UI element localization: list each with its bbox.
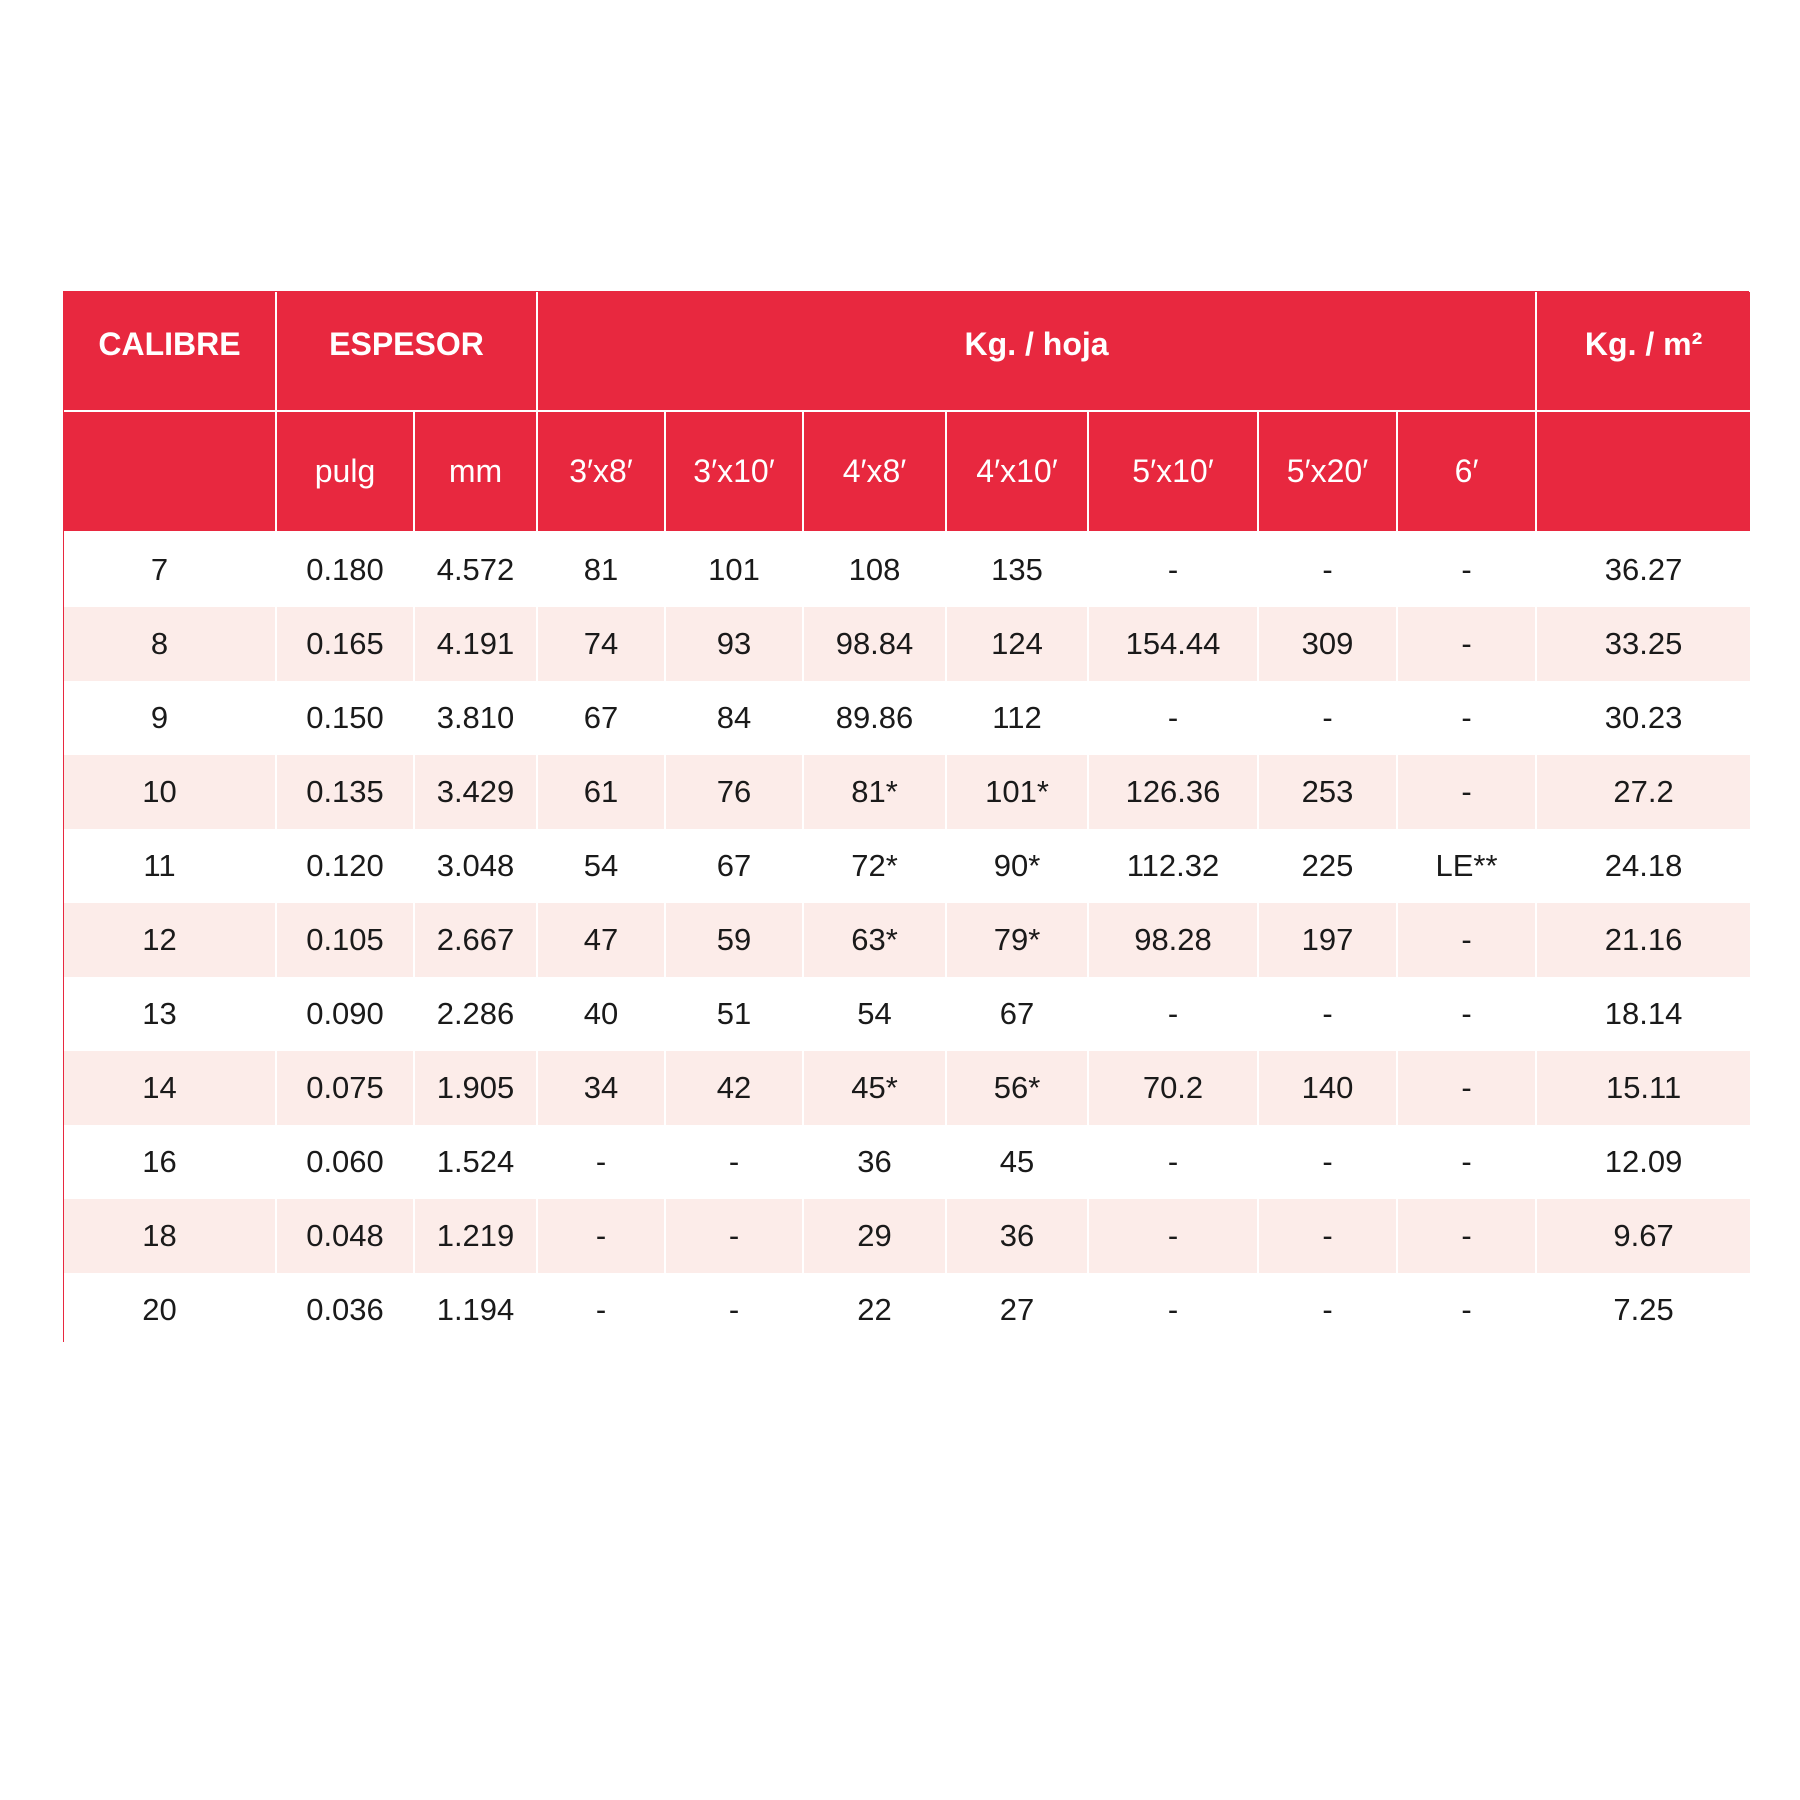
cell-calibre: 8 — [64, 607, 276, 681]
header-size-3x10: 3′x10′ — [665, 411, 803, 532]
cell-5x10: - — [1088, 1199, 1258, 1273]
cell-kg-m2: 12.09 — [1536, 1125, 1750, 1199]
cell-3x8: 40 — [537, 977, 665, 1051]
cell-pulg: 0.165 — [276, 607, 414, 681]
table-row — [64, 829, 1750, 903]
cell-3x10: 51 — [665, 977, 803, 1051]
cell-4x10: 79* — [946, 903, 1088, 977]
cell-mm: 3.429 — [414, 755, 537, 829]
cell-5x10: 154.44 — [1088, 607, 1258, 681]
cell-pulg: 0.180 — [276, 532, 414, 607]
cell-calibre: 20 — [64, 1273, 276, 1347]
cell-3x10: 59 — [665, 903, 803, 977]
gauge-weight-table-container — [63, 291, 1749, 1342]
cell-5x10: - — [1088, 1125, 1258, 1199]
cell-5x20: - — [1258, 681, 1397, 755]
table-row — [64, 977, 1750, 1051]
gauge-weight-table — [64, 292, 1750, 1347]
cell-3x8: 54 — [537, 829, 665, 903]
cell-4x10: 101* — [946, 755, 1088, 829]
cell-calibre: 14 — [64, 1051, 276, 1125]
cell-3x10: 84 — [665, 681, 803, 755]
cell-calibre: 7 — [64, 532, 276, 607]
cell-3x10: 76 — [665, 755, 803, 829]
cell-kg-m2: 15.11 — [1536, 1051, 1750, 1125]
cell-4x10: 67 — [946, 977, 1088, 1051]
cell-3x10: 67 — [665, 829, 803, 903]
header-mm: mm — [414, 411, 537, 532]
cell-5x20: 197 — [1258, 903, 1397, 977]
cell-calibre: 11 — [64, 829, 276, 903]
table-row — [64, 1125, 1750, 1199]
header-row-primary — [64, 292, 1750, 411]
cell-pulg: 0.135 — [276, 755, 414, 829]
cell-5x20: - — [1258, 1273, 1397, 1347]
cell-pulg: 0.090 — [276, 977, 414, 1051]
header-size-5x10: 5′x10′ — [1088, 411, 1258, 532]
cell-3x8: 61 — [537, 755, 665, 829]
cell-4x10: 56* — [946, 1051, 1088, 1125]
header-size-6: 6′ — [1397, 411, 1536, 532]
cell-kg-m2: 7.25 — [1536, 1273, 1750, 1347]
header-kg-m2-blank — [1536, 411, 1750, 532]
cell-mm: 1.524 — [414, 1125, 537, 1199]
cell-3x10: 93 — [665, 607, 803, 681]
cell-6: - — [1397, 1125, 1536, 1199]
cell-mm: 4.191 — [414, 607, 537, 681]
cell-kg-m2: 24.18 — [1536, 829, 1750, 903]
cell-4x8: 45* — [803, 1051, 946, 1125]
cell-kg-m2: 9.67 — [1536, 1199, 1750, 1273]
header-pulg: pulg — [276, 411, 414, 532]
cell-4x8: 98.84 — [803, 607, 946, 681]
cell-mm: 3.810 — [414, 681, 537, 755]
header-kg-hoja: Kg. / hoja — [537, 292, 1536, 411]
cell-6: - — [1397, 1199, 1536, 1273]
cell-3x8: 81 — [537, 532, 665, 607]
cell-4x8: 89.86 — [803, 681, 946, 755]
cell-kg-m2: 36.27 — [1536, 532, 1750, 607]
cell-pulg: 0.075 — [276, 1051, 414, 1125]
cell-6: - — [1397, 755, 1536, 829]
cell-6: - — [1397, 532, 1536, 607]
cell-5x20: - — [1258, 1199, 1397, 1273]
cell-3x8: 67 — [537, 681, 665, 755]
cell-5x20: 309 — [1258, 607, 1397, 681]
cell-kg-m2: 27.2 — [1536, 755, 1750, 829]
cell-pulg: 0.036 — [276, 1273, 414, 1347]
cell-5x10: 98.28 — [1088, 903, 1258, 977]
cell-mm: 3.048 — [414, 829, 537, 903]
cell-5x20: - — [1258, 532, 1397, 607]
table-row — [64, 755, 1750, 829]
cell-4x8: 72* — [803, 829, 946, 903]
cell-kg-m2: 30.23 — [1536, 681, 1750, 755]
cell-pulg: 0.048 — [276, 1199, 414, 1273]
cell-kg-m2: 18.14 — [1536, 977, 1750, 1051]
header-size-5x20: 5′x20′ — [1258, 411, 1397, 532]
cell-3x8: 47 — [537, 903, 665, 977]
cell-4x8: 54 — [803, 977, 946, 1051]
cell-3x10: - — [665, 1125, 803, 1199]
cell-calibre: 18 — [64, 1199, 276, 1273]
cell-6: - — [1397, 1273, 1536, 1347]
cell-6: - — [1397, 977, 1536, 1051]
header-calibre-blank — [64, 411, 276, 532]
cell-mm: 1.905 — [414, 1051, 537, 1125]
cell-5x20: 253 — [1258, 755, 1397, 829]
cell-4x10: 27 — [946, 1273, 1088, 1347]
table-row — [64, 1051, 1750, 1125]
cell-mm: 1.194 — [414, 1273, 537, 1347]
header-espesor: ESPESOR — [276, 292, 537, 411]
cell-4x8: 36 — [803, 1125, 946, 1199]
cell-4x8: 81* — [803, 755, 946, 829]
header-kg-m2: Kg. / m² — [1536, 292, 1750, 411]
cell-5x10: - — [1088, 1273, 1258, 1347]
cell-4x10: 135 — [946, 532, 1088, 607]
table-row — [64, 532, 1750, 607]
cell-pulg: 0.150 — [276, 681, 414, 755]
cell-kg-m2: 33.25 — [1536, 607, 1750, 681]
table-body — [64, 532, 1750, 1347]
cell-calibre: 10 — [64, 755, 276, 829]
cell-mm: 1.219 — [414, 1199, 537, 1273]
cell-calibre: 12 — [64, 903, 276, 977]
cell-calibre: 16 — [64, 1125, 276, 1199]
header-row-secondary — [64, 411, 1750, 532]
cell-6: - — [1397, 1051, 1536, 1125]
cell-mm: 2.286 — [414, 977, 537, 1051]
cell-3x8: - — [537, 1125, 665, 1199]
cell-6: - — [1397, 607, 1536, 681]
cell-4x8: 108 — [803, 532, 946, 607]
cell-5x10: 126.36 — [1088, 755, 1258, 829]
cell-5x10: - — [1088, 532, 1258, 607]
cell-3x8: - — [537, 1199, 665, 1273]
header-size-4x8: 4′x8′ — [803, 411, 946, 532]
cell-5x20: 225 — [1258, 829, 1397, 903]
cell-calibre: 9 — [64, 681, 276, 755]
cell-3x10: - — [665, 1199, 803, 1273]
cell-5x10: 70.2 — [1088, 1051, 1258, 1125]
cell-6: - — [1397, 903, 1536, 977]
cell-5x20: - — [1258, 977, 1397, 1051]
cell-6: - — [1397, 681, 1536, 755]
cell-4x10: 124 — [946, 607, 1088, 681]
cell-4x10: 36 — [946, 1199, 1088, 1273]
table-row — [64, 681, 1750, 755]
cell-3x8: 34 — [537, 1051, 665, 1125]
cell-4x8: 63* — [803, 903, 946, 977]
cell-4x10: 90* — [946, 829, 1088, 903]
cell-5x20: 140 — [1258, 1051, 1397, 1125]
cell-calibre: 13 — [64, 977, 276, 1051]
header-calibre: CALIBRE — [64, 292, 276, 411]
table-row — [64, 607, 1750, 681]
header-size-3x8: 3′x8′ — [537, 411, 665, 532]
header-size-4x10: 4′x10′ — [946, 411, 1088, 532]
cell-kg-m2: 21.16 — [1536, 903, 1750, 977]
cell-6: LE** — [1397, 829, 1536, 903]
cell-mm: 2.667 — [414, 903, 537, 977]
table-row — [64, 1273, 1750, 1347]
cell-4x10: 112 — [946, 681, 1088, 755]
cell-3x8: 74 — [537, 607, 665, 681]
cell-5x10: - — [1088, 681, 1258, 755]
cell-3x8: - — [537, 1273, 665, 1347]
cell-mm: 4.572 — [414, 532, 537, 607]
table-row — [64, 1199, 1750, 1273]
cell-5x10: - — [1088, 977, 1258, 1051]
cell-pulg: 0.105 — [276, 903, 414, 977]
table-row — [64, 903, 1750, 977]
cell-pulg: 0.060 — [276, 1125, 414, 1199]
cell-3x10: 101 — [665, 532, 803, 607]
cell-4x8: 22 — [803, 1273, 946, 1347]
cell-3x10: 42 — [665, 1051, 803, 1125]
cell-5x10: 112.32 — [1088, 829, 1258, 903]
cell-3x10: - — [665, 1273, 803, 1347]
cell-pulg: 0.120 — [276, 829, 414, 903]
cell-5x20: - — [1258, 1125, 1397, 1199]
cell-4x10: 45 — [946, 1125, 1088, 1199]
cell-4x8: 29 — [803, 1199, 946, 1273]
